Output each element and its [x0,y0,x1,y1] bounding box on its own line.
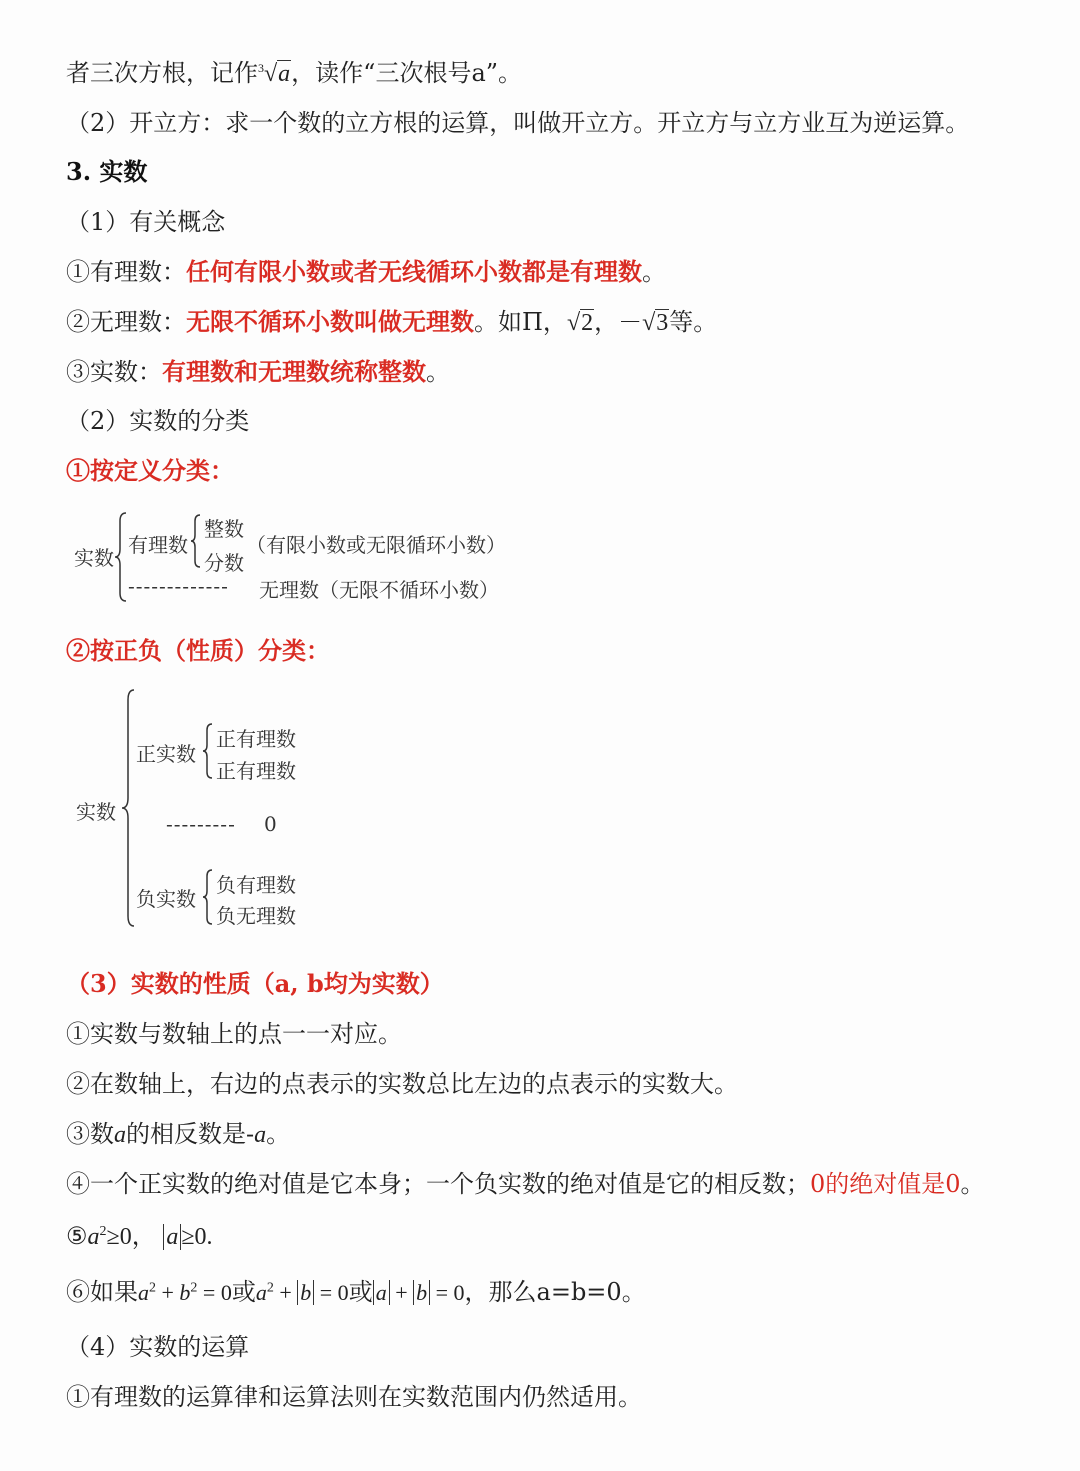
intro-line-1 [66,56,1060,91]
exponent: 2 [99,1224,107,1239]
tree-irrational: 无理数（无限不循环小数） [259,578,499,602]
property-6 [66,1275,1060,1310]
root-index: 3 [258,61,264,75]
text: ≥0. [181,1224,213,1250]
property-3 [66,1117,1060,1152]
tree-pos-irrational: 正有理数 [216,759,296,783]
radicand: 2 [581,310,594,336]
formula-2: $a^2 + b = 0$ [255,1280,349,1305]
radicand: a [278,61,291,87]
sqrt-3: √3 [642,310,669,336]
tree-negative: 负实数 [136,887,196,911]
text: ④一个正实数的绝对值是它本身；一个负实数的绝对值是它的相反数； [66,1170,810,1198]
tree-zero-dashes: --------- [166,812,236,836]
radicand: 3 [656,310,669,336]
class1-title: ①按定义分类： [66,456,234,485]
operation-1: ①有理数的运算律和运算法则在实数范围内仍然适用。 [66,1383,642,1411]
tree-neg-irrational: 负无理数 [216,904,296,928]
tree-pos-rational: 正有理数 [216,727,296,751]
sub3-title: （3）实数的性质（a, b均为实数） [66,969,444,998]
or-text: 或 [348,1278,373,1306]
var-a: a [87,1224,100,1250]
sub2-title: （2）实数的分类 [66,407,250,435]
tree-zero: 0 [264,812,277,836]
sqrt-2: √2 [566,310,594,336]
intro-text: 者三次方根，记作 [66,59,258,87]
tree-positive: 正实数 [136,742,196,766]
brace-icon [114,511,128,603]
label: ⑥如果 [66,1278,138,1306]
property-5 [66,1219,1060,1254]
example-suffix: 等。 [669,308,718,336]
tree-rational: 有理数 [128,533,188,557]
intro-line-2: （2）开立方：求一个数的立方根的运算，叫做开立方。开立方与立方业互为逆运算。 [66,109,970,137]
brace-icon [202,868,214,926]
text: ≥0， [106,1224,156,1250]
abs-a: a [163,1224,181,1250]
concept-definition: 无限不循环小数叫做无理数 [186,307,474,336]
label: ⑤ [66,1222,88,1250]
cube-root-a: $^3$√a [258,61,291,87]
text: 的相反数是- [126,1120,255,1148]
punct: 。 [642,258,666,286]
tree-root: 实数 [74,546,114,570]
text: ，那么a=b=0。 [464,1278,646,1306]
tree-fraction-note: （有限小数或无限循环小数） [246,533,506,557]
concept-label: ③实数： [66,358,162,386]
text: ③数 [66,1120,114,1148]
property-4 [66,1167,1060,1201]
formula-1: $a^2 + b^2 = 0$ [138,1280,232,1305]
concept-definition: 任何有限小数或者无线循环小数都是有理数 [186,257,642,286]
section-title: 3. 实数 [66,157,148,186]
property-1: ①实数与数轴上的点一一对应。 [66,1020,402,1048]
intro-suffix: ，读作“三次根号a”。 [291,59,523,87]
tree-neg-rational: 负有理数 [216,873,296,897]
class2-title: ②按正负（性质）分类： [66,636,330,665]
tree-fraction: 分数 [204,551,244,575]
or-text: 或 [231,1278,256,1306]
sign-tree [66,688,366,928]
concept-definition: 有理数和无理数统称整数 [162,357,426,386]
tree-integer: 整数 [204,517,244,541]
property-2: ②在数轴上，右边的点表示的实数总比左边的点表示的实数大。 [66,1070,738,1098]
example-prefix: 。如Π， [474,308,567,336]
brace-icon [202,722,214,780]
concept-label: ①有理数： [66,258,186,286]
formula-3: a + b = 0 [373,1280,465,1305]
brace-icon [190,513,202,569]
sub1-title: （1）有关概念 [66,208,226,236]
concept-real [66,355,1060,389]
concept-label: ②无理数： [66,308,186,336]
concept-rational [66,255,1060,289]
punct: 。 [960,1170,985,1198]
tree-dashes: ------------- [128,574,229,598]
var-a: a [114,1122,126,1148]
concept-irrational [66,305,1060,340]
text: 。 [266,1120,291,1148]
punct: 。 [426,358,450,386]
tree-root: 实数 [76,800,116,824]
highlight: 0的绝对值是0 [810,1170,961,1198]
sub4-title: （4）实数的运算 [66,1333,250,1361]
separator: ，－ [594,308,643,336]
definition-tree [66,505,586,605]
var-a: a [254,1122,267,1148]
brace-icon [120,688,136,928]
